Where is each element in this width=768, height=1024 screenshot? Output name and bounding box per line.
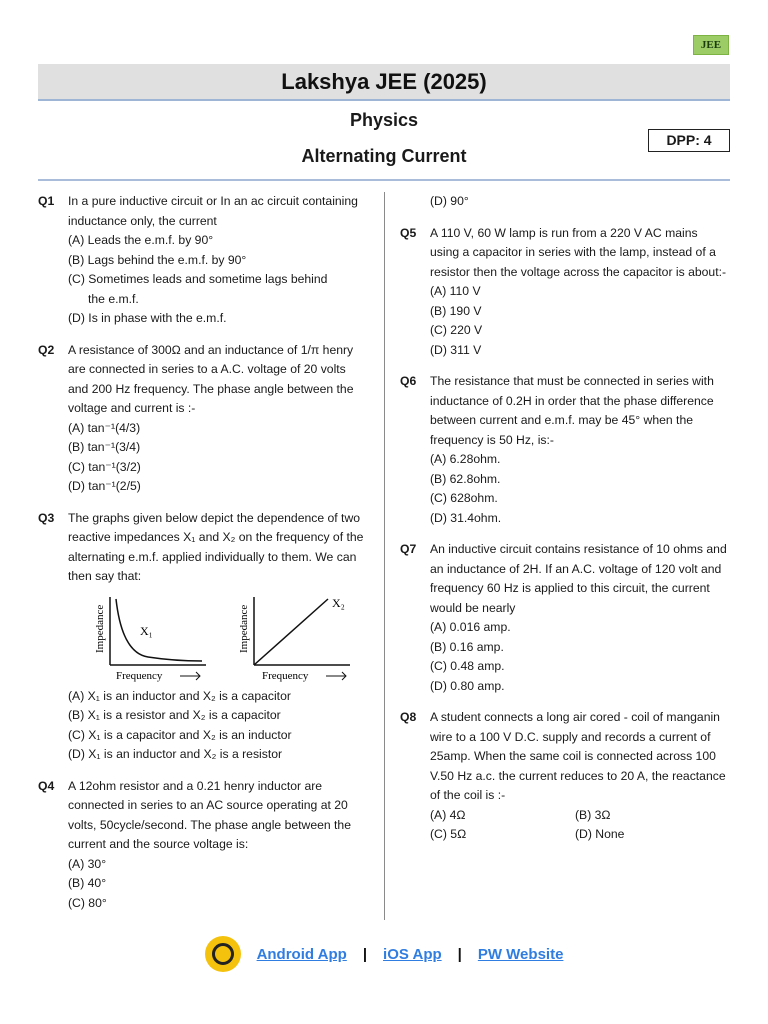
question-number: Q4 — [38, 778, 55, 793]
option-d: (D) 311 V — [430, 342, 482, 357]
question-number: Q5 — [400, 225, 417, 240]
graph1-ylabel: Impedance — [94, 604, 106, 653]
option-d: (D) Is in phase with the e.m.f. — [68, 311, 227, 325]
graph1-label: X₁ — [140, 623, 153, 638]
option-c: (C) 220 V — [430, 323, 483, 337]
chapter-heading: Alternating Current — [301, 146, 467, 166]
graph2-label: X₂ — [332, 595, 345, 610]
option-d: (D) X₁ is an inductor and X₂ is a resistor — [68, 747, 283, 761]
right-column — [400, 192, 730, 857]
option-c-continued: the e.m.f. — [88, 291, 139, 306]
question-text: A 110 V, 60 W lamp is run from a 220 V AC mains using a capacitor in series with the lamp, instead of a resistor then the voltage across the capacitor is about:- — [430, 225, 727, 279]
option-b: (B) Lags behind the e.m.f. by 90° — [68, 252, 247, 267]
customer-service-logo-icon — [205, 936, 241, 972]
ios-app-link[interactable]: iOS App — [383, 945, 442, 963]
question-number: Q7 — [400, 542, 417, 556]
header-divider — [38, 179, 730, 181]
option-b: (B) 190 V — [430, 303, 482, 318]
option-b: (B) 0.16 amp. — [430, 639, 504, 654]
option-d: (D) 90° — [430, 194, 469, 208]
graph-x1 — [88, 593, 208, 683]
question-text: A 12ohm resistor and a 0.21 henry inductor are connected in series to an AC source operating at 20 volts, 50cycle/second. The phase angle between the current and the source voltage is: — [68, 778, 351, 851]
option-c: (C) 5Ω — [430, 827, 467, 841]
footer — [0, 936, 768, 972]
android-app-link[interactable]: Android App — [256, 945, 347, 963]
option-c: (C) X₁ is a capacitor and X₂ is an inductor — [68, 727, 292, 742]
option-a: (A) 30° — [68, 856, 107, 871]
question-number: Q8 — [400, 710, 417, 724]
option-a: (A) 6.28ohm. — [430, 452, 501, 466]
title-bar — [38, 64, 730, 101]
option-b: (B) 40° — [68, 876, 107, 890]
option-a: (A) Leads the e.m.f. by 90° — [68, 233, 214, 247]
question-number: Q6 — [400, 374, 417, 388]
column-divider — [384, 192, 385, 920]
option-a: (A) X₁ is an inductor and X₂ is a capacitor — [68, 688, 291, 703]
option-c: (C) 628ohm. — [430, 491, 498, 505]
option-a: (A) 0.016 amp. — [430, 620, 511, 634]
graph2-ylabel: Impedance — [238, 604, 250, 653]
option-b: (B) X₁ is a resistor and X₂ is a capacitor — [68, 708, 281, 722]
option-d: (D) 31.4ohm. — [430, 510, 502, 525]
option-a: (A) 4Ω — [430, 807, 466, 822]
question-text: In a pure inductive circuit or In an ac circuit containing inductance only, the current — [68, 194, 358, 228]
option-d: (D) None — [575, 827, 625, 841]
option-b: (B) 62.8ohm. — [430, 471, 501, 486]
question-1 — [38, 192, 368, 329]
footer-separator: | — [457, 945, 462, 963]
option-a: (A) 110 V — [430, 284, 481, 298]
page-title: Lakshya JEE (2025) — [281, 69, 487, 94]
option-d: (D) 0.80 amp. — [430, 678, 505, 693]
subject-heading: Physics — [349, 110, 419, 130]
question-text: The graphs given below depict the dependence of two reactive impedances X₁ and X₂ on the frequency of the alternating e.m.f. applied individually to them. We can then say that: — [68, 510, 364, 583]
option-c: (C) 80° — [68, 895, 107, 910]
graph-x2 — [232, 593, 362, 683]
question-text: An inductive circuit contains resistance of 10 ohms and an inductance of 2H. If an A.C. voltage of 120 volt and frequency 60 Hz is applied to this circuit, the current would be nearly — [430, 542, 727, 615]
question-text: A resistance of 300Ω and an inductance of 1/π henry are connected in series to a A.C. voltage of 20 volts and 200 Hz frequency. The phase angle between the voltage and current is :- — [68, 342, 354, 415]
option-d: (D) tan⁻¹(2/5) — [68, 479, 141, 493]
option-c: (C) Sometimes leads and sometime lags behind — [68, 272, 328, 286]
question-number: Q3 — [38, 510, 55, 525]
question-number: Q2 — [38, 342, 55, 357]
option-c: (C) tan⁻¹(3/2) — [68, 459, 141, 474]
impedance-graphs — [88, 593, 368, 683]
question-3 — [38, 509, 368, 765]
option-c: (C) 0.48 amp. — [430, 659, 505, 673]
option-a: (A) tan⁻¹(4/3) — [68, 420, 141, 435]
option-b: (B) 3Ω — [575, 807, 611, 822]
question-5 — [400, 224, 730, 361]
jee-badge: JEE — [693, 35, 729, 55]
pw-website-link[interactable]: PW Website — [477, 945, 564, 963]
question-2 — [38, 341, 368, 497]
question-text: A student connects a long air cored - coil of manganin wire to a 100 V D.C. supply and records a current of 25amp. When the same coil is connected across 100 V.50 Hz a.c. the current reduces to 20 A, the reactance of the coil is :- — [430, 710, 726, 802]
options-row-2 — [430, 825, 730, 845]
question-text-continued: between current and e.m.f. may be 45° when the frequency is 50 Hz, is:- — [430, 413, 693, 447]
question-8 — [400, 708, 730, 845]
question-6 — [400, 372, 730, 528]
question-number: Q1 — [38, 194, 55, 208]
footer-separator: | — [362, 945, 368, 963]
options-row-1 — [430, 806, 730, 826]
option-b: (B) tan⁻¹(3/4) — [68, 440, 141, 454]
dpp-label: DPP: 4 — [648, 129, 730, 152]
question-4 — [38, 777, 368, 914]
question-4-continued — [400, 192, 730, 212]
question-text: The resistance that must be connected in series with inductance of 0.2H in order that the phase difference — [430, 374, 714, 408]
graph2-xlabel: Frequency — [262, 669, 309, 682]
graph1-xlabel: Frequency — [116, 669, 163, 682]
left-column — [38, 192, 368, 925]
question-7 — [400, 540, 730, 696]
